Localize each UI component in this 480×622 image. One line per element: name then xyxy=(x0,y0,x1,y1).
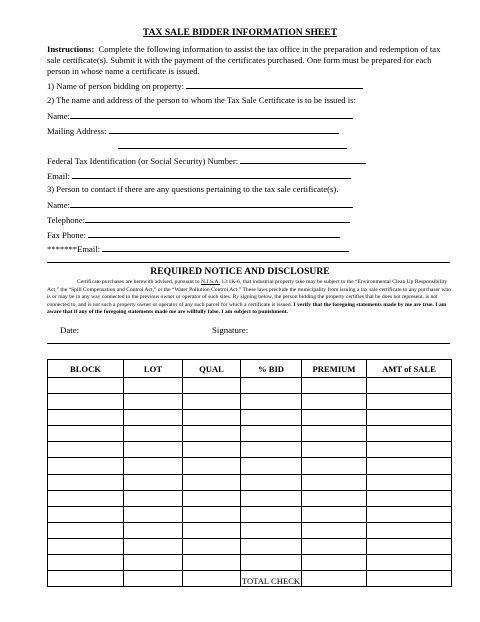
table-cell[interactable] xyxy=(48,442,124,458)
table-cell[interactable] xyxy=(124,474,183,490)
table-cell[interactable] xyxy=(241,410,302,426)
table-header-row xyxy=(48,360,452,378)
table-cell[interactable] xyxy=(124,442,183,458)
email2-label: *******Email: xyxy=(47,244,100,254)
q1-row xyxy=(47,80,363,91)
table-cell[interactable] xyxy=(302,378,367,394)
mailing-label: Mailing Address: xyxy=(47,126,107,136)
table-cell[interactable] xyxy=(183,538,241,554)
table-cell[interactable] xyxy=(367,474,452,490)
table-cell[interactable] xyxy=(48,571,124,587)
table-cell[interactable] xyxy=(48,506,124,522)
table-cell[interactable] xyxy=(124,506,183,522)
table-cell[interactable] xyxy=(48,555,124,571)
notice-text-2: 13:1K-6, that industrial property take may be subject to the “Environmental Clean Up Responsibility Act,” the “Spill Compensation and Control Act,” or the “Water Pollution Control Act.” These laws preclude the municipality from issuing a tax sale certificate to any purchaser who is or may be in any way connected to the previous owner or operator of such sites. By signing below, the person bidding the property certifies that he does not represent, is not connected to, and is not such a property owner or operator of any such parcel for which a certificate is issued. xyxy=(47,279,451,308)
mailing-address-field-2[interactable] xyxy=(118,140,347,149)
table-cell[interactable] xyxy=(241,426,302,442)
table-cell[interactable] xyxy=(367,426,452,442)
mailing-address-field[interactable] xyxy=(109,125,339,134)
table-cell[interactable] xyxy=(367,490,452,506)
divider xyxy=(47,262,450,263)
table-cell[interactable] xyxy=(183,474,241,490)
table-cell[interactable] xyxy=(183,442,241,458)
table-cell[interactable] xyxy=(183,506,241,522)
telephone-label: Telephone: xyxy=(47,215,86,225)
table-cell[interactable] xyxy=(367,378,452,394)
table-cell[interactable] xyxy=(183,378,241,394)
table-cell[interactable] xyxy=(183,522,241,538)
fed-tax-row xyxy=(47,155,366,166)
table-cell[interactable] xyxy=(124,522,183,538)
table-row xyxy=(48,555,452,571)
table-cell[interactable] xyxy=(183,410,241,426)
table-cell[interactable] xyxy=(302,394,367,410)
total-check-label: TOTAL CHECK xyxy=(241,571,302,587)
email-label: Email: xyxy=(47,171,70,181)
table-cell[interactable] xyxy=(302,506,367,522)
table-row xyxy=(48,506,452,522)
instructions-label: Instructions: xyxy=(47,44,95,54)
table-cell[interactable] xyxy=(241,538,302,554)
table-cell[interactable] xyxy=(241,555,302,571)
table-cell[interactable] xyxy=(48,426,124,442)
table-cell[interactable] xyxy=(124,490,183,506)
notice-heading: REQUIRED NOTICE AND DISCLOSURE xyxy=(150,266,330,277)
table-row xyxy=(48,394,452,410)
name-label: Name: xyxy=(47,111,70,121)
email-row xyxy=(47,170,351,181)
table-row xyxy=(48,538,452,554)
contact-name-label: Name: xyxy=(47,200,70,210)
table-cell[interactable] xyxy=(183,571,241,587)
table-cell[interactable] xyxy=(302,458,367,474)
table-cell[interactable] xyxy=(183,394,241,410)
table-cell[interactable] xyxy=(48,474,124,490)
table-cell[interactable] xyxy=(48,410,124,426)
column-header-qual: QUAL xyxy=(183,360,241,378)
table-cell[interactable] xyxy=(183,490,241,506)
table-cell[interactable] xyxy=(183,555,241,571)
signature-label: Signature: xyxy=(212,325,249,335)
table-cell[interactable] xyxy=(241,394,302,410)
name-field[interactable] xyxy=(70,110,353,119)
table-cell[interactable] xyxy=(241,458,302,474)
telephone-row xyxy=(47,214,350,225)
mailing-address-line2 xyxy=(118,140,347,151)
table-cell[interactable] xyxy=(302,474,367,490)
table-cell[interactable] xyxy=(367,410,452,426)
email-field[interactable] xyxy=(72,170,351,179)
table-cell[interactable] xyxy=(302,555,367,571)
table-cell[interactable] xyxy=(48,522,124,538)
table-cell[interactable] xyxy=(367,458,452,474)
notice-statute: N.J.S.A. xyxy=(200,279,220,285)
table-cell[interactable] xyxy=(124,538,183,554)
column-header-block: BLOCK xyxy=(48,360,124,378)
fax-field[interactable] xyxy=(88,229,340,238)
notice-text-1: Certificate purchases are herewith advised, pursuant to xyxy=(77,279,201,285)
page-title: TAX SALE BIDDER INFORMATION SHEET xyxy=(142,27,338,38)
table-cell[interactable] xyxy=(48,378,124,394)
table-cell[interactable] xyxy=(302,410,367,426)
table-row xyxy=(48,442,452,458)
q3-label: 3) Person to contact if there are any questions pertaining to the tax sale certificate(s). xyxy=(47,184,339,194)
table-cell[interactable] xyxy=(367,506,452,522)
column-header-amt-of-sale: AMT of SALE xyxy=(367,360,452,378)
column-header-lot: LOT xyxy=(124,360,183,378)
mailing-row xyxy=(47,125,339,136)
certificate-table xyxy=(47,359,452,587)
table-row xyxy=(48,474,452,490)
fax-label: Fax Phone: xyxy=(47,230,86,240)
table-cell[interactable] xyxy=(241,474,302,490)
fed-tax-label: Federal Tax Identification (or Social Security) Number: xyxy=(47,156,239,166)
instructions-text: Complete the following information to assist the tax office in the preparation and redemption of tax sale certificate(s). Submit it with the payment of the certificates purchased. One form must be prepared for each person in whose name a certificate is issued. xyxy=(47,44,441,77)
table-cell[interactable] xyxy=(124,378,183,394)
table-cell[interactable] xyxy=(124,410,183,426)
telephone-field[interactable] xyxy=(85,214,350,223)
table-cell[interactable] xyxy=(302,490,367,506)
table-row xyxy=(48,458,452,474)
table-cell[interactable] xyxy=(124,555,183,571)
fed-tax-field[interactable] xyxy=(240,155,366,164)
bidder-name-field[interactable] xyxy=(186,80,363,89)
table-cell[interactable] xyxy=(241,506,302,522)
q1-label: 1) Name of person bidding on property: xyxy=(47,81,184,91)
table-cell[interactable] xyxy=(302,538,367,554)
table-cell[interactable] xyxy=(302,522,367,538)
table-row xyxy=(48,378,452,394)
table-cell[interactable] xyxy=(302,442,367,458)
contact-name-field[interactable] xyxy=(70,199,353,208)
table-cell[interactable] xyxy=(48,538,124,554)
table-cell[interactable] xyxy=(48,394,124,410)
q2-label: 2) The name and address of the person to whom the Tax Sale Certificate is to be issued is: xyxy=(47,95,356,105)
table-row xyxy=(48,490,452,506)
table-cell[interactable] xyxy=(367,522,452,538)
table-cell[interactable] xyxy=(367,394,452,410)
contact-email-field[interactable] xyxy=(102,243,349,252)
date-label: Date: xyxy=(60,325,80,335)
email2-row xyxy=(47,243,349,254)
notice-verification: I verify that the foregoing statements made by me are true. I am aware that if any of the foregoing statements made me are willfully false, I am subject to punishment. xyxy=(47,301,447,316)
instructions xyxy=(47,44,447,78)
notice-text xyxy=(47,279,452,317)
table-cell[interactable] xyxy=(124,571,183,587)
table-cell[interactable] xyxy=(183,426,241,442)
name-row xyxy=(47,110,353,121)
table-cell[interactable] xyxy=(124,458,183,474)
table-cell[interactable] xyxy=(241,522,302,538)
table-cell[interactable] xyxy=(48,490,124,506)
table-cell[interactable] xyxy=(302,571,367,587)
divider xyxy=(47,343,450,344)
table-cell[interactable] xyxy=(183,458,241,474)
table-cell[interactable] xyxy=(241,378,302,394)
fax-row xyxy=(47,229,340,240)
contact-name-row xyxy=(47,199,353,210)
table-cell[interactable] xyxy=(302,426,367,442)
table-cell[interactable] xyxy=(367,571,452,587)
table-cell[interactable] xyxy=(367,555,452,571)
table-row xyxy=(48,410,452,426)
table-cell[interactable] xyxy=(124,394,183,410)
table-cell[interactable] xyxy=(48,458,124,474)
table-cell[interactable] xyxy=(124,426,183,442)
total-row xyxy=(48,571,452,587)
table-row xyxy=(48,522,452,538)
table-cell[interactable] xyxy=(367,538,452,554)
table-cell[interactable] xyxy=(241,442,302,458)
table-cell[interactable] xyxy=(367,442,452,458)
table-cell[interactable] xyxy=(241,490,302,506)
column-header-bid: % BID xyxy=(241,360,302,378)
table-row xyxy=(48,426,452,442)
column-header-premium: PREMIUM xyxy=(302,360,367,378)
